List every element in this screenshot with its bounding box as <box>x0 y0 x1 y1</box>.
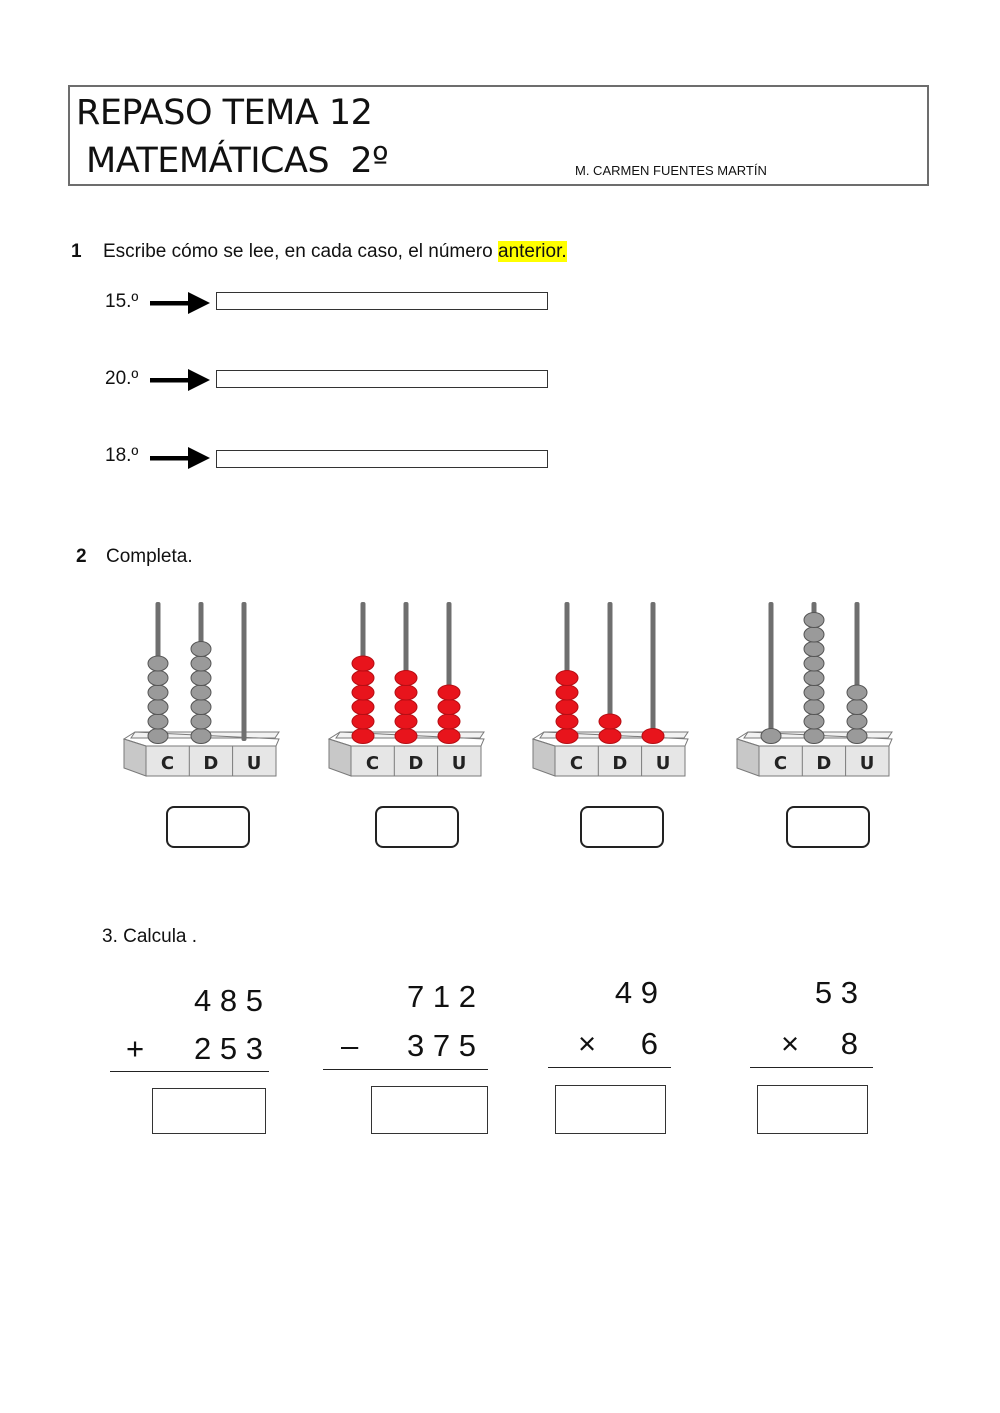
abacus-bead <box>556 714 578 729</box>
arrow-right-icon <box>150 292 210 314</box>
operand-bottom: 3 7 5 <box>407 1028 476 1063</box>
abacus-bead <box>556 671 578 686</box>
result-box[interactable] <box>371 1086 488 1134</box>
exercise1-instruction-text: Escribe cómo se lee, en cada caso, el número <box>103 241 493 262</box>
page-title: REPASO TEMA 12 <box>76 93 373 133</box>
abacus-bead <box>148 671 168 686</box>
abacus-answer-box[interactable] <box>786 806 870 848</box>
abacus-bead <box>148 729 168 744</box>
ordinal-answer-field[interactable] <box>216 450 548 468</box>
abacus-bead <box>556 700 578 715</box>
abacus-bead <box>438 700 460 715</box>
abacus-bead <box>804 642 824 657</box>
abacus-bead <box>804 671 824 686</box>
operation-line <box>750 1067 873 1068</box>
operand-top: 7 1 2 <box>407 979 476 1014</box>
operation-line <box>110 1071 269 1072</box>
abacus-bead <box>395 685 417 700</box>
abacus <box>733 596 903 786</box>
abacus-bead <box>556 729 578 744</box>
abacus-bead <box>847 729 867 744</box>
abacus-answer-box[interactable] <box>375 806 459 848</box>
abacus-bead <box>148 685 168 700</box>
operand-bottom: 2 5 3 <box>194 1031 263 1066</box>
result-box[interactable] <box>152 1088 266 1134</box>
abacus-rod <box>242 602 247 741</box>
abacus-bead <box>395 714 417 729</box>
operator-sign: × <box>781 1026 800 1061</box>
abacus-bead <box>847 685 867 700</box>
abacus-bead <box>438 729 460 744</box>
abacus-bead <box>642 729 664 744</box>
abacus-bead <box>804 656 824 671</box>
abacus-bead <box>804 627 824 642</box>
exercise2-number: 2 <box>76 546 87 567</box>
abacus-bead <box>148 700 168 715</box>
abacus-bead <box>761 729 781 744</box>
abacus-bead <box>395 671 417 686</box>
abacus-bead <box>438 714 460 729</box>
arrow-right-icon <box>150 369 210 391</box>
abacus-bead <box>148 714 168 729</box>
abacus-bead <box>599 729 621 744</box>
abacus-bead <box>191 671 211 686</box>
abacus-bead <box>191 685 211 700</box>
exercise1-instruction <box>103 241 567 263</box>
operand-top: 5 3 <box>814 975 858 1010</box>
operation-line <box>323 1069 488 1070</box>
column-label: U <box>655 753 671 774</box>
abacus-rod <box>651 602 656 741</box>
author-name: M. CARMEN FUENTES MARTÍN <box>575 163 767 178</box>
exercise1-highlight: anterior. <box>498 241 567 262</box>
exercise3-title: 3. Calcula . <box>102 926 198 947</box>
arrow-right-icon <box>150 447 210 469</box>
abacus-bead <box>148 656 168 671</box>
column-label: U <box>451 753 467 774</box>
abacus-bead <box>804 729 824 744</box>
operand-top: 4 9 <box>614 975 658 1010</box>
abacus-bead <box>847 700 867 715</box>
column-label: U <box>246 753 262 774</box>
abacus-bead <box>804 613 824 628</box>
operator-sign: + <box>126 1031 145 1066</box>
operator-sign: – <box>341 1028 359 1063</box>
column-label: D <box>203 753 219 774</box>
abacus-bead <box>352 685 374 700</box>
column-label: D <box>612 753 628 774</box>
abacus-bead <box>804 714 824 729</box>
ordinal-label: 20.º <box>105 368 139 389</box>
abacus-bead <box>395 729 417 744</box>
operand-bottom: 8 <box>840 1026 858 1061</box>
operand-top: 4 8 5 <box>194 983 263 1018</box>
abacus-bead <box>191 700 211 715</box>
header-box <box>68 85 929 186</box>
subject-title: MATEMÁTICAS 2º <box>86 141 389 181</box>
ordinal-answer-field[interactable] <box>216 292 548 310</box>
abacus <box>120 596 290 786</box>
abacus-bead <box>191 642 211 657</box>
column-label: D <box>816 753 832 774</box>
abacus-bead <box>191 729 211 744</box>
abacus-answer-box[interactable] <box>580 806 664 848</box>
abacus-rod <box>769 602 774 741</box>
column-label: U <box>859 753 875 774</box>
abacus-bead <box>352 700 374 715</box>
abacus-bead <box>395 700 417 715</box>
column-label: D <box>408 753 424 774</box>
ordinal-label: 18.º <box>105 445 139 466</box>
result-box[interactable] <box>757 1085 868 1134</box>
abacus-bead <box>352 671 374 686</box>
abacus <box>529 596 699 786</box>
abacus <box>325 596 495 786</box>
operation-line <box>548 1067 671 1068</box>
result-box[interactable] <box>555 1085 666 1134</box>
exercise1-number: 1 <box>71 241 82 262</box>
abacus-bead <box>352 656 374 671</box>
abacus-answer-box[interactable] <box>166 806 250 848</box>
abacus-bead <box>556 685 578 700</box>
abacus-bead <box>847 714 867 729</box>
abacus-bead <box>191 714 211 729</box>
abacus-bead <box>191 656 211 671</box>
abacus-bead <box>352 714 374 729</box>
exercise2-instruction: Completa. <box>106 546 193 567</box>
operand-bottom: 6 <box>640 1026 658 1061</box>
ordinal-answer-field[interactable] <box>216 370 548 388</box>
column-label: C <box>569 753 584 774</box>
abacus-bead <box>599 714 621 729</box>
column-label: C <box>365 753 380 774</box>
abacus-bead <box>804 685 824 700</box>
abacus-bead <box>352 729 374 744</box>
abacus-bead <box>804 700 824 715</box>
ordinal-label: 15.º <box>105 291 139 312</box>
abacus-bead <box>438 685 460 700</box>
column-label: C <box>160 753 175 774</box>
operator-sign: × <box>578 1026 597 1061</box>
column-label: C <box>773 753 788 774</box>
